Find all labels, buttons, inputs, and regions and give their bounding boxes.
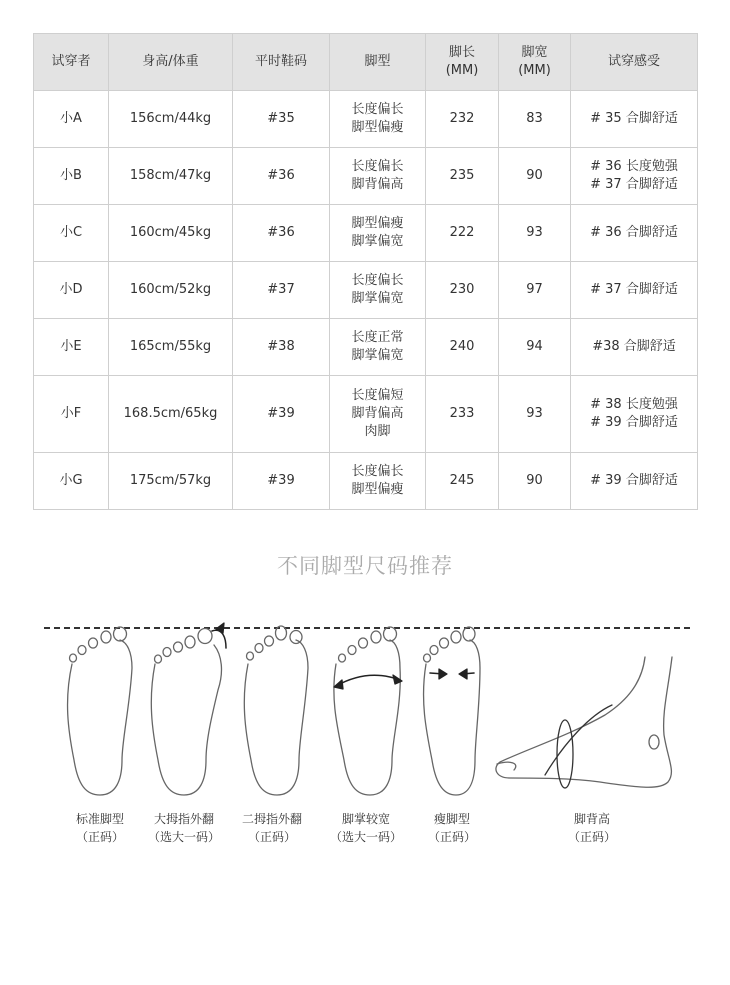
foot-type-advice: （选大一码） (329, 830, 402, 844)
foot-width-cell: 97 (499, 262, 571, 319)
foot-shape-cell-line: 长度正常 (351, 330, 404, 345)
foot-shape-cell-line: 长度偏短 (351, 388, 404, 403)
foot-length-cell: 222 (426, 205, 499, 262)
foot-length-cell: 240 (426, 319, 499, 376)
foot-length-cell: 230 (426, 262, 499, 319)
foot-type-advice: （选大一码） (147, 830, 220, 844)
foot-shape-cell-line: 脚掌偏宽 (351, 348, 404, 363)
foot-type-name: 标准脚型 (75, 812, 124, 826)
foot-type-advice: （正码） (427, 830, 476, 844)
foot-width-cell: 93 (499, 376, 571, 453)
height-weight-cell: 160cm/45kg (109, 205, 233, 262)
fit-feedback-cell-line: # 36 合脚舒适 (590, 225, 678, 240)
foot-shape-cell-line: 长度偏长 (351, 159, 404, 174)
height-weight-cell: 158cm/47kg (109, 148, 233, 205)
foot-shape-cell-line: 长度偏长 (351, 102, 404, 117)
fit-feedback-cell-line: #38 合脚舒适 (592, 339, 676, 354)
foot-shape-cell-line: 长度偏长 (351, 464, 404, 479)
height-weight-cell: 156cm/44kg (109, 91, 233, 148)
section-title: 不同脚型尺码推荐 (277, 554, 453, 578)
foot-type-label (397, 810, 507, 846)
foot-type-advice: （正码） (567, 830, 616, 844)
foot-width-cell: 83 (499, 91, 571, 148)
usual-size-cell: #38 (233, 319, 330, 376)
foot-shape-cell-line: 脚型偏瘦 (351, 120, 404, 135)
foot-type-advice: （正码） (247, 830, 296, 844)
usual-size-cell: #37 (233, 262, 330, 319)
foot-shape-cell-line: 脚型偏瘦 (351, 482, 404, 497)
fit-feedback-cell-line: # 35 合脚舒适 (590, 111, 678, 126)
foot-type-name: 二拇指外翻 (241, 812, 302, 826)
header-cell: 脚长 (MM) (426, 34, 499, 91)
usual-size-cell: #35 (233, 91, 330, 148)
foot-type-advice: （正码） (75, 830, 124, 844)
foot-shape-cell-line: 长度偏长 (351, 273, 404, 288)
tester-cell: 小G (34, 453, 109, 510)
height-weight-cell: 175cm/57kg (109, 453, 233, 510)
tester-cell: 小C (34, 205, 109, 262)
tester-cell: 小A (34, 91, 109, 148)
usual-size-cell: #39 (233, 376, 330, 453)
foot-length-cell: 235 (426, 148, 499, 205)
height-weight-cell: 160cm/52kg (109, 262, 233, 319)
tester-cell: 小E (34, 319, 109, 376)
foot-shape-cell-line: 脚背偏高 (351, 177, 404, 192)
foot-shape-cell-line: 脚掌偏宽 (351, 291, 404, 306)
height-weight-cell: 165cm/55kg (109, 319, 233, 376)
foot-width-cell: 90 (499, 453, 571, 510)
foot-type-name: 大拇指外翻 (153, 812, 214, 826)
standard-foot-icon (68, 627, 132, 795)
foot-shape-cell-line: 脚型偏瘦 (351, 216, 404, 231)
fit-feedback-cell-line: # 39 合脚舒适 (590, 415, 678, 430)
foot-length-cell: 233 (426, 376, 499, 453)
fit-feedback-cell-line: # 37 合脚舒适 (590, 177, 678, 192)
header-cell: 平时鞋码 (233, 34, 330, 91)
fit-feedback-cell-line: # 38 长度勉强 (590, 397, 678, 412)
foot-shape-cell-line: 脚掌偏宽 (351, 234, 404, 249)
high-instep-foot-icon (496, 657, 672, 787)
tester-cell: 小F (34, 376, 109, 453)
header-cell: 试穿者 (34, 34, 109, 91)
header-cell: 试穿感受 (571, 34, 698, 91)
header-cell: 脚宽 (MM) (499, 34, 571, 91)
tester-cell: 小B (34, 148, 109, 205)
usual-size-cell: #36 (233, 148, 330, 205)
bunion-foot-icon (151, 629, 221, 796)
foot-length-cell: 232 (426, 91, 499, 148)
header-cell: 脚型 (330, 34, 426, 91)
fit-feedback-cell-line: # 36 长度勉强 (590, 159, 678, 174)
foot-type-label (537, 810, 647, 846)
wide-foot-icon (334, 627, 400, 795)
fit-feedback-cell-line: # 39 合脚舒适 (590, 473, 678, 488)
usual-size-cell: #36 (233, 205, 330, 262)
foot-shape-cell-line: 脚背偏高 (351, 406, 404, 421)
foot-width-cell: 94 (499, 319, 571, 376)
foot-type-name: 脚掌较宽 (341, 812, 390, 826)
fit-feedback-cell-line: # 37 合脚舒适 (590, 282, 678, 297)
tester-cell: 小D (34, 262, 109, 319)
foot-width-cell: 90 (499, 148, 571, 205)
foot-width-cell: 93 (499, 205, 571, 262)
usual-size-cell: #39 (233, 453, 330, 510)
header-cell: 身高/体重 (109, 34, 233, 91)
height-weight-cell: 168.5cm/65kg (109, 376, 233, 453)
foot-shape-cell-line: 肉脚 (364, 424, 391, 439)
second-toe-foot-icon (244, 626, 308, 795)
foot-length-cell: 245 (426, 453, 499, 510)
foot-type-name: 瘦脚型 (433, 812, 470, 826)
slim-foot-icon (424, 627, 481, 795)
foot-type-name: 脚背高 (573, 812, 610, 826)
